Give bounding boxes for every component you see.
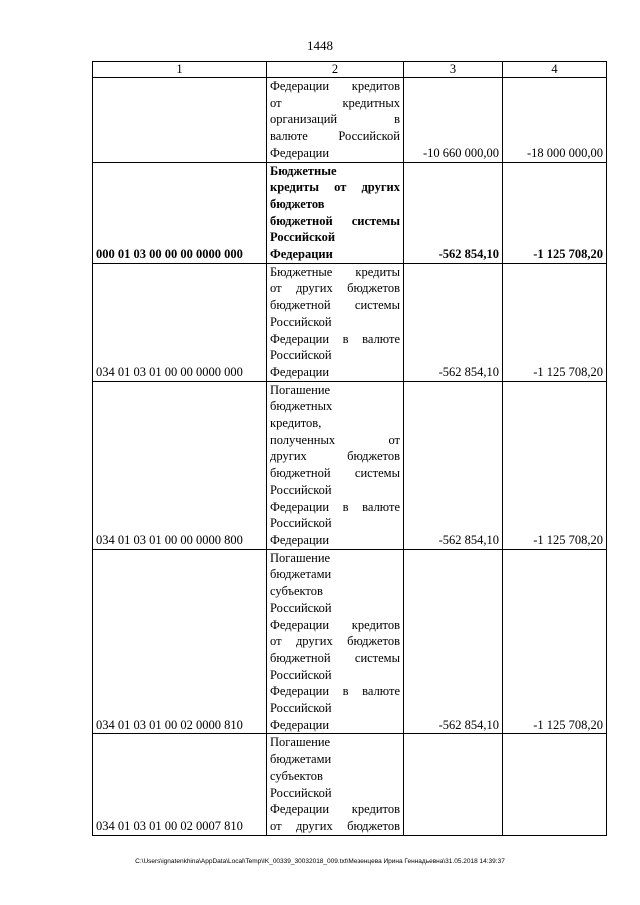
row-name-line: кредитов,	[270, 416, 322, 431]
row-name-line: Погашение	[270, 550, 331, 565]
row-name-line: Федерации	[270, 532, 330, 547]
row-name	[267, 734, 404, 835]
row-value-col3: -562 854,10	[404, 381, 503, 549]
row-name-line: Российской	[270, 314, 332, 329]
row-value-col3: -562 854,10	[404, 162, 503, 263]
row-value-col3: -562 854,10	[404, 549, 503, 734]
row-name	[267, 549, 404, 734]
row-name-line: Российской	[270, 785, 332, 800]
row-code: 034 01 03 01 00 02 0007 810	[93, 734, 267, 835]
table-body	[93, 78, 607, 836]
row-name-line: Федерации кредитов	[270, 617, 400, 632]
row-name-line: бюджетных	[270, 399, 333, 414]
row-code: 034 01 03 01 00 00 0000 800	[93, 381, 267, 549]
row-name-line: бюджетной системы	[270, 298, 400, 313]
row-value-col3: -10 660 000,00	[404, 78, 503, 163]
page-number: 1448	[307, 38, 333, 53]
row-name-line: от других бюджетов	[270, 634, 400, 649]
row-name-line: организаций в	[270, 112, 400, 127]
row-name-line: Федерации кредитов	[270, 802, 400, 817]
row-code: 034 01 03 01 00 02 0000 810	[93, 549, 267, 734]
column-header-4: 4	[503, 62, 607, 78]
table-row	[93, 734, 607, 835]
row-name-line: Российской	[270, 516, 332, 531]
row-name-line: Федерации	[270, 145, 330, 160]
table-row	[93, 162, 607, 263]
row-value-col3: -562 854,10	[404, 263, 503, 381]
row-name-line: Российской	[270, 667, 332, 682]
table-row	[93, 381, 607, 549]
row-name-line: бюджетов	[270, 196, 325, 211]
row-name-line: Федерации	[270, 247, 333, 262]
row-name-line: валюте Российской	[270, 129, 400, 144]
row-value-col4: -1 125 708,20	[503, 162, 607, 263]
column-header-1: 1	[93, 62, 267, 78]
row-code: 000 01 03 00 00 00 0000 000	[93, 162, 267, 263]
row-name-line: Погашение	[270, 735, 331, 750]
row-name	[267, 162, 404, 263]
row-name-line: полученных от	[270, 432, 400, 447]
table-header-row	[93, 62, 607, 78]
row-value-col3	[404, 734, 503, 835]
file-path-footer: C:\Users\ignatenkhina\AppData\Local\Temp\IK_00339_30032018_009.txt\Мезенцева Ирина Геннадьевна\31.05.2018 14:39:37	[135, 858, 505, 865]
row-code: 034 01 03 01 00 00 0000 000	[93, 263, 267, 381]
row-name	[267, 381, 404, 549]
row-name-line: Российской	[270, 230, 336, 245]
row-name-line: от других бюджетов	[270, 818, 400, 833]
row-value-col4: -1 125 708,20	[503, 549, 607, 734]
row-name-line: бюджетной системы	[270, 466, 400, 481]
row-name-line: Федерации	[270, 717, 330, 732]
row-name-line: Федерации в валюте	[270, 331, 400, 346]
row-value-col4	[503, 734, 607, 835]
row-name-line: Российской	[270, 348, 332, 363]
row-name-line: Федерации	[270, 364, 330, 379]
table-row	[93, 549, 607, 734]
column-header-2: 2	[267, 62, 404, 78]
table-row	[93, 78, 607, 163]
row-name-line: Федерации в валюте	[270, 684, 400, 699]
row-name-line: бюджетами	[270, 567, 332, 582]
row-name-line: Российской	[270, 701, 332, 716]
column-header-3: 3	[404, 62, 503, 78]
row-name-line: бюджетной системы	[270, 650, 400, 665]
budget-table	[92, 61, 607, 836]
row-name	[267, 263, 404, 381]
row-name-line: Бюджетные кредиты	[270, 264, 400, 279]
row-value-col4: -18 000 000,00	[503, 78, 607, 163]
row-value-col4: -1 125 708,20	[503, 263, 607, 381]
table-row	[93, 263, 607, 381]
row-name-line: Российской	[270, 482, 332, 497]
row-name-line: Федерации кредитов	[270, 79, 400, 93]
row-name-line: бюджетной системы	[270, 213, 400, 228]
row-name-line: Погашение	[270, 382, 331, 397]
row-name-line: Бюджетные	[270, 163, 337, 178]
row-name-line: Российской	[270, 600, 332, 615]
row-value-col4: -1 125 708,20	[503, 381, 607, 549]
row-name-line: Федерации в валюте	[270, 499, 400, 514]
row-code	[93, 78, 267, 163]
row-name-line: других бюджетов	[270, 449, 400, 464]
row-name-line: субъектов	[270, 584, 323, 599]
row-name-line: от кредитных	[270, 95, 400, 110]
row-name-line: бюджетами	[270, 752, 332, 767]
row-name-line: от других бюджетов	[270, 281, 400, 296]
row-name-line: кредиты от других	[270, 180, 400, 195]
row-name-line: субъектов	[270, 768, 323, 783]
row-name	[267, 78, 404, 163]
